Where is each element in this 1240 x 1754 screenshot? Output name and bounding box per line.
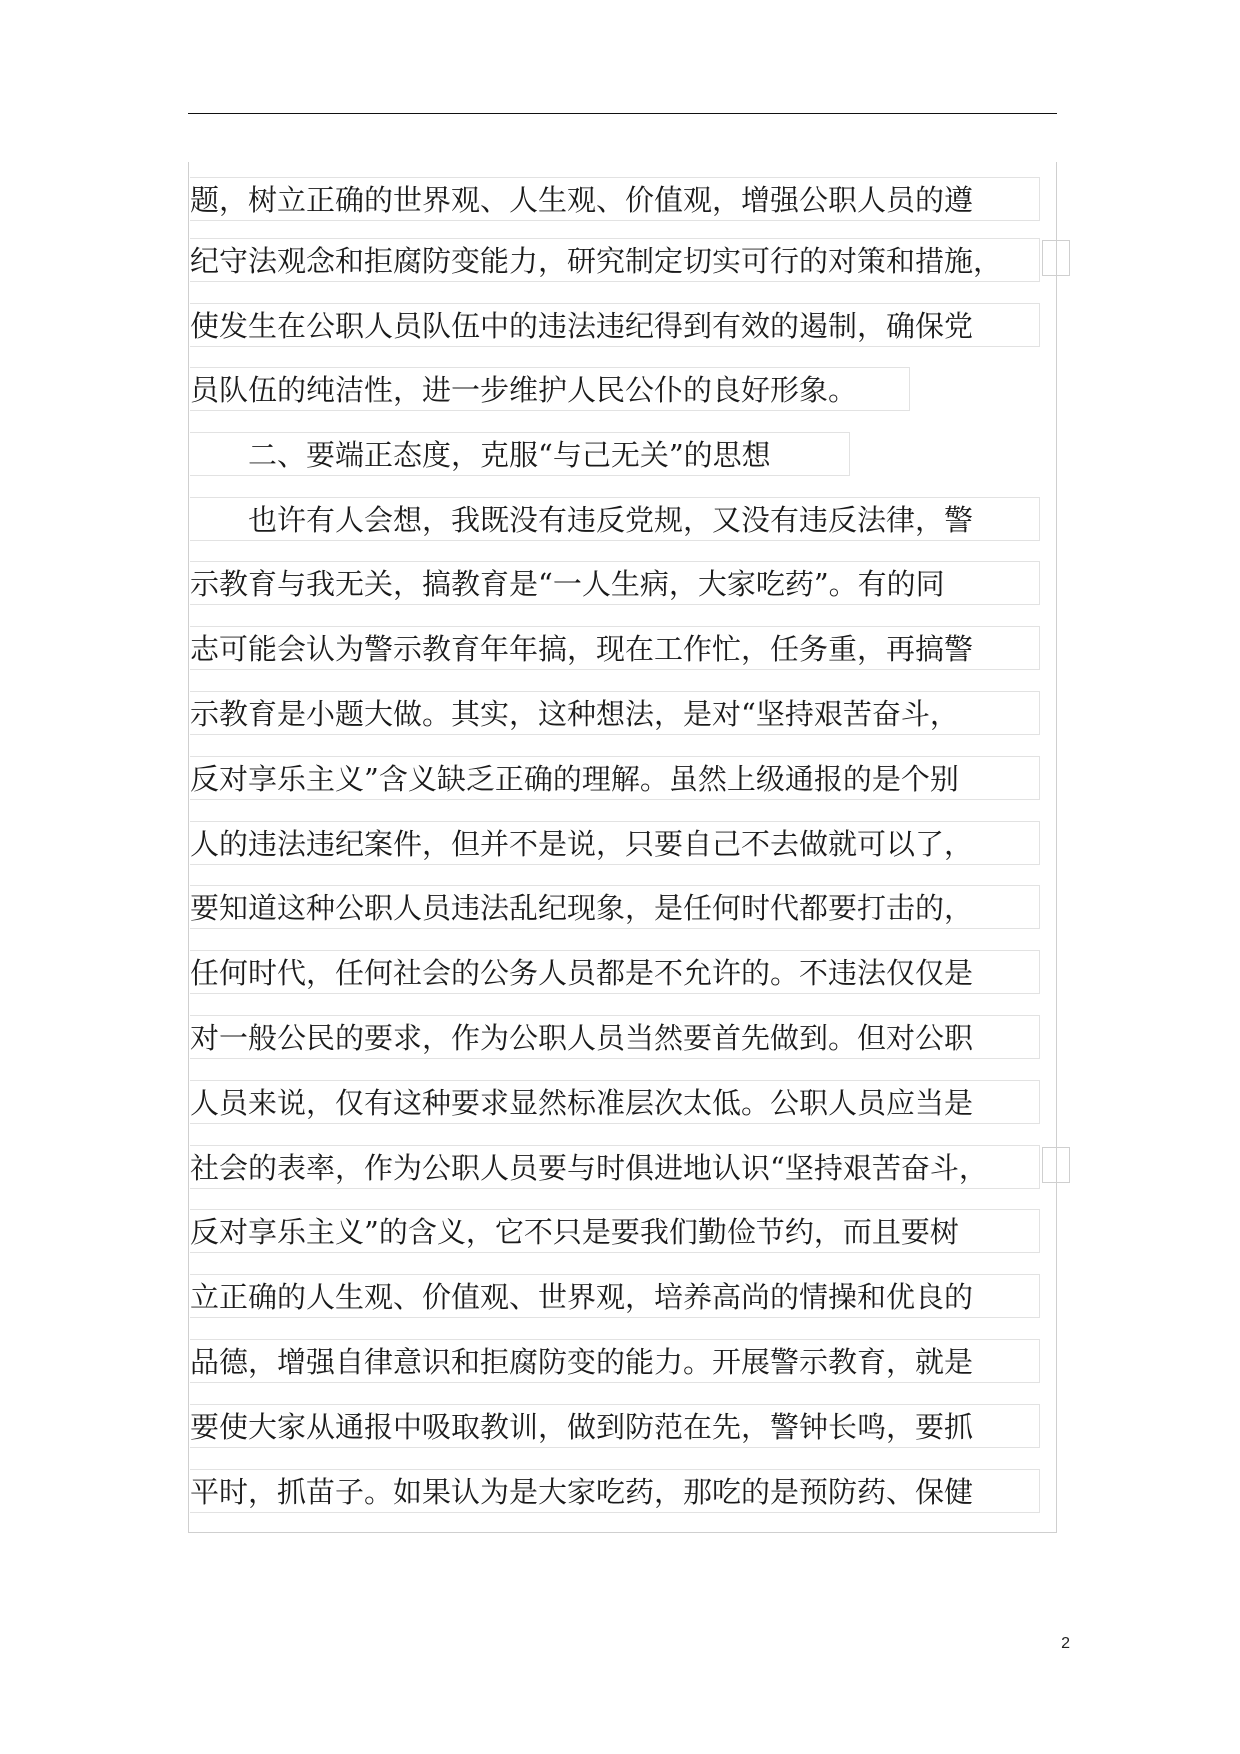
body-line: 任何时代，任何社会的公务人员都是不允许的。不违法仅仅是 <box>190 950 1040 994</box>
body-line: 反对享乐主义”的含义，它不只是要我们勤俭节约，而且要树 <box>190 1209 1040 1253</box>
body-line: 示教育是小题大做。其实，这种想法，是对“坚持艰苦奋斗， <box>190 691 1040 735</box>
body-line: 立正确的人生观、价值观、世界观，培养高尚的情操和优良的 <box>190 1274 1040 1318</box>
body-line: 社会的表率，作为公职人员要与时俱进地认识“坚持艰苦奋斗， <box>190 1145 1040 1189</box>
body-line: 人的违法违纪案件，但并不是说，只要自己不去做就可以了， <box>190 821 1040 865</box>
page-number: 2 <box>1061 1635 1070 1652</box>
body-line: 志可能会认为警示教育年年搞，现在工作忙，任务重，再搞警 <box>190 626 1040 670</box>
body-line: 平时，抓苗子。如果认为是大家吃药，那吃的是预防药、保健 <box>190 1469 1040 1513</box>
body-line: 要知道这种公职人员违法乱纪现象，是任何时代都要打击的， <box>190 885 1040 929</box>
overflow-marker <box>1042 1147 1070 1183</box>
body-line: 要使大家从通报中吸取教训，做到防范在先，警钟长鸣，要抓 <box>190 1404 1040 1448</box>
body-line: 使发生在公职人员队伍中的违法违纪得到有效的遏制，确保党 <box>190 303 1040 347</box>
body-line: 人员来说，仅有这种要求显然标准层次太低。公职人员应当是 <box>190 1080 1040 1124</box>
body-line: 员队伍的纯洁性，进一步维护人民公仆的良好形象。 <box>190 367 910 411</box>
body-line: 反对享乐主义”含义缺乏正确的理解。虽然上级通报的是个别 <box>190 756 1040 800</box>
header-rule <box>188 113 1057 114</box>
overflow-marker <box>1042 240 1070 276</box>
body-line: 纪守法观念和拒腐防变能力，研究制定切实可行的对策和措施， <box>190 238 1040 282</box>
body-line: 对一般公民的要求，作为公职人员当然要首先做到。但对公职 <box>190 1015 1040 1059</box>
body-line: 也许有人会想，我既没有违反党规，又没有违反法律，警 <box>190 497 1040 541</box>
section-heading: 二、要端正态度，克服“与己无关”的思想 <box>190 432 850 476</box>
body-line: 品德，增强自律意识和拒腐防变的能力。开展警示教育，就是 <box>190 1339 1040 1383</box>
body-line: 题，树立正确的世界观、人生观、价值观，增强公职人员的遵 <box>190 177 1040 221</box>
body-line: 示教育与我无关，搞教育是“一人生病，大家吃药”。有的同 <box>190 561 1040 605</box>
